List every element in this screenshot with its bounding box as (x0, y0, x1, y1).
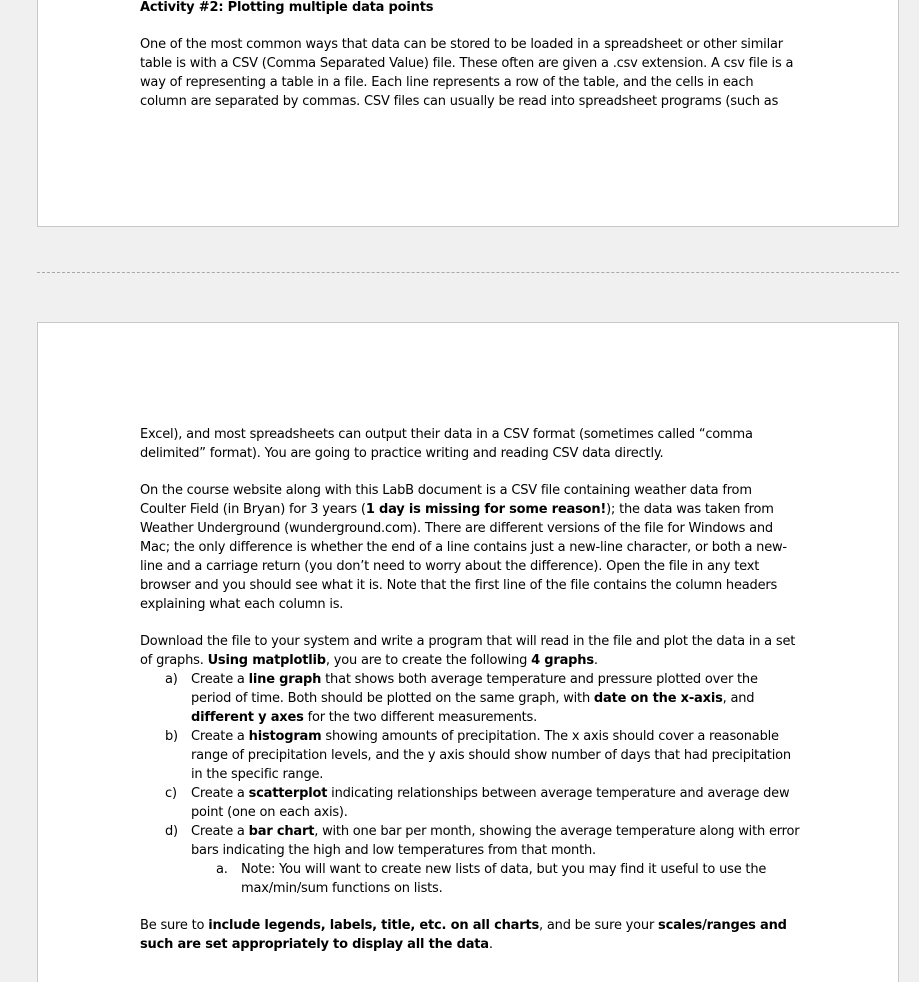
bold-run: scatterplot (248, 786, 328, 801)
list-item-scatterplot (140, 784, 800, 822)
text-run: Create a (191, 672, 249, 687)
list-item-bar-chart (140, 822, 800, 898)
bold-run: bar chart (248, 824, 315, 839)
sub-list-item-note (191, 860, 800, 898)
text-run: . (593, 653, 598, 668)
text-run: that shows both average temperature and pressure plotted over the period of time. Both should be plotted on the same graph, with (191, 672, 758, 706)
page-2-content (140, 425, 800, 954)
closing-paragraph (140, 916, 800, 954)
text-run: , you are to create the following (325, 653, 532, 668)
list-marker: c) (165, 786, 177, 801)
activity-heading: Activity #2: Plotting multiple data points (140, 0, 434, 15)
bold-run: histogram (248, 729, 322, 744)
list-marker: d) (165, 824, 178, 839)
csv-intro-paragraph: One of the most common ways that data can be stored to be loaded in a spreadsheet or other similar table is with a CSV (Comma Separated Value) file. These often are given a .csv extension. A csv file is a way of representing a table in a file. Each line represents a row of the table, and the cells in each column are separated by commas. CSV files can usually be read into spreadsheet programs (such as (140, 37, 794, 109)
page-break-separator (37, 272, 899, 273)
instructions-paragraph (140, 632, 800, 670)
list-item-line-graph (140, 670, 800, 727)
text-run: Be sure to (140, 918, 209, 933)
bold-run: line graph (248, 672, 322, 687)
text-run: Note: You will want to create new lists of data, but you may find it useful to use the max/min/sum functions on lists. (241, 862, 767, 896)
document-page-2 (37, 322, 899, 982)
text-run: Download the file to your system and write a program that will read in the file and plot the data in a set of graphs. (140, 634, 796, 668)
sub-list-marker: a. (216, 862, 228, 877)
bold-run: include legends, labels, title, etc. on all charts (208, 918, 540, 933)
list-marker: a) (165, 672, 178, 687)
text-run: Create a (191, 824, 249, 839)
list-marker: b) (165, 729, 178, 744)
text-run: , and be sure your (539, 918, 659, 933)
bold-run: 1 day is missing for some reason! (365, 502, 607, 517)
text-run: On the course website along with this LabB document is a CSV file containing weather data from Coulter Field (in Bryan) for 3 years ( (140, 483, 752, 517)
text-run: indicating relationships between average temperature and average dew point (one on each axis). (191, 786, 790, 820)
text-run: . (488, 937, 493, 952)
text-run: Create a (191, 786, 249, 801)
text-run: , and (722, 691, 755, 706)
graph-requirements-list (140, 670, 800, 898)
bold-run: Using matplotlib (207, 653, 326, 668)
bold-run: scales/ranges and such are set appropriately to display all the data (140, 918, 787, 952)
text-run: showing amounts of precipitation. The x axis should cover a reasonable range of precipitation levels, and the y axis should show number of days that had precipitation in the specific range. (191, 729, 791, 782)
list-item-histogram (140, 727, 800, 784)
bold-run: 4 graphs (531, 653, 594, 668)
bold-run: different y axes (191, 710, 304, 725)
text-run: , with one bar per month, showing the average temperature along with error bars indicating the high and low temperatures from that month. (191, 824, 800, 858)
weather-data-paragraph (140, 481, 800, 614)
csv-intro-continued-paragraph: Excel), and most spreadsheets can output their data in a CSV format (sometimes called “comma delimited” format). You are going to practice writing and reading CSV data directly. (140, 427, 753, 461)
document-page-1 (37, 0, 899, 227)
text-run: Create a (191, 729, 249, 744)
page-1-content (140, 0, 800, 129)
text-run: for the two different measurements. (303, 710, 538, 725)
bar-chart-sublist (191, 860, 800, 898)
bold-run: date on the x-axis (593, 691, 723, 706)
text-run: ); the data was taken from Weather Underground (wunderground.com). There are different versions of the file for Windows and Mac; the only difference is whether the end of a line contains just a new-line character, or both a new-line and a carriage return (you don’t need to worry about the difference). Open the file in any text browser and you should see what it is. Note that the first line of the file contains the column headers explaining what each column is. (140, 502, 787, 612)
